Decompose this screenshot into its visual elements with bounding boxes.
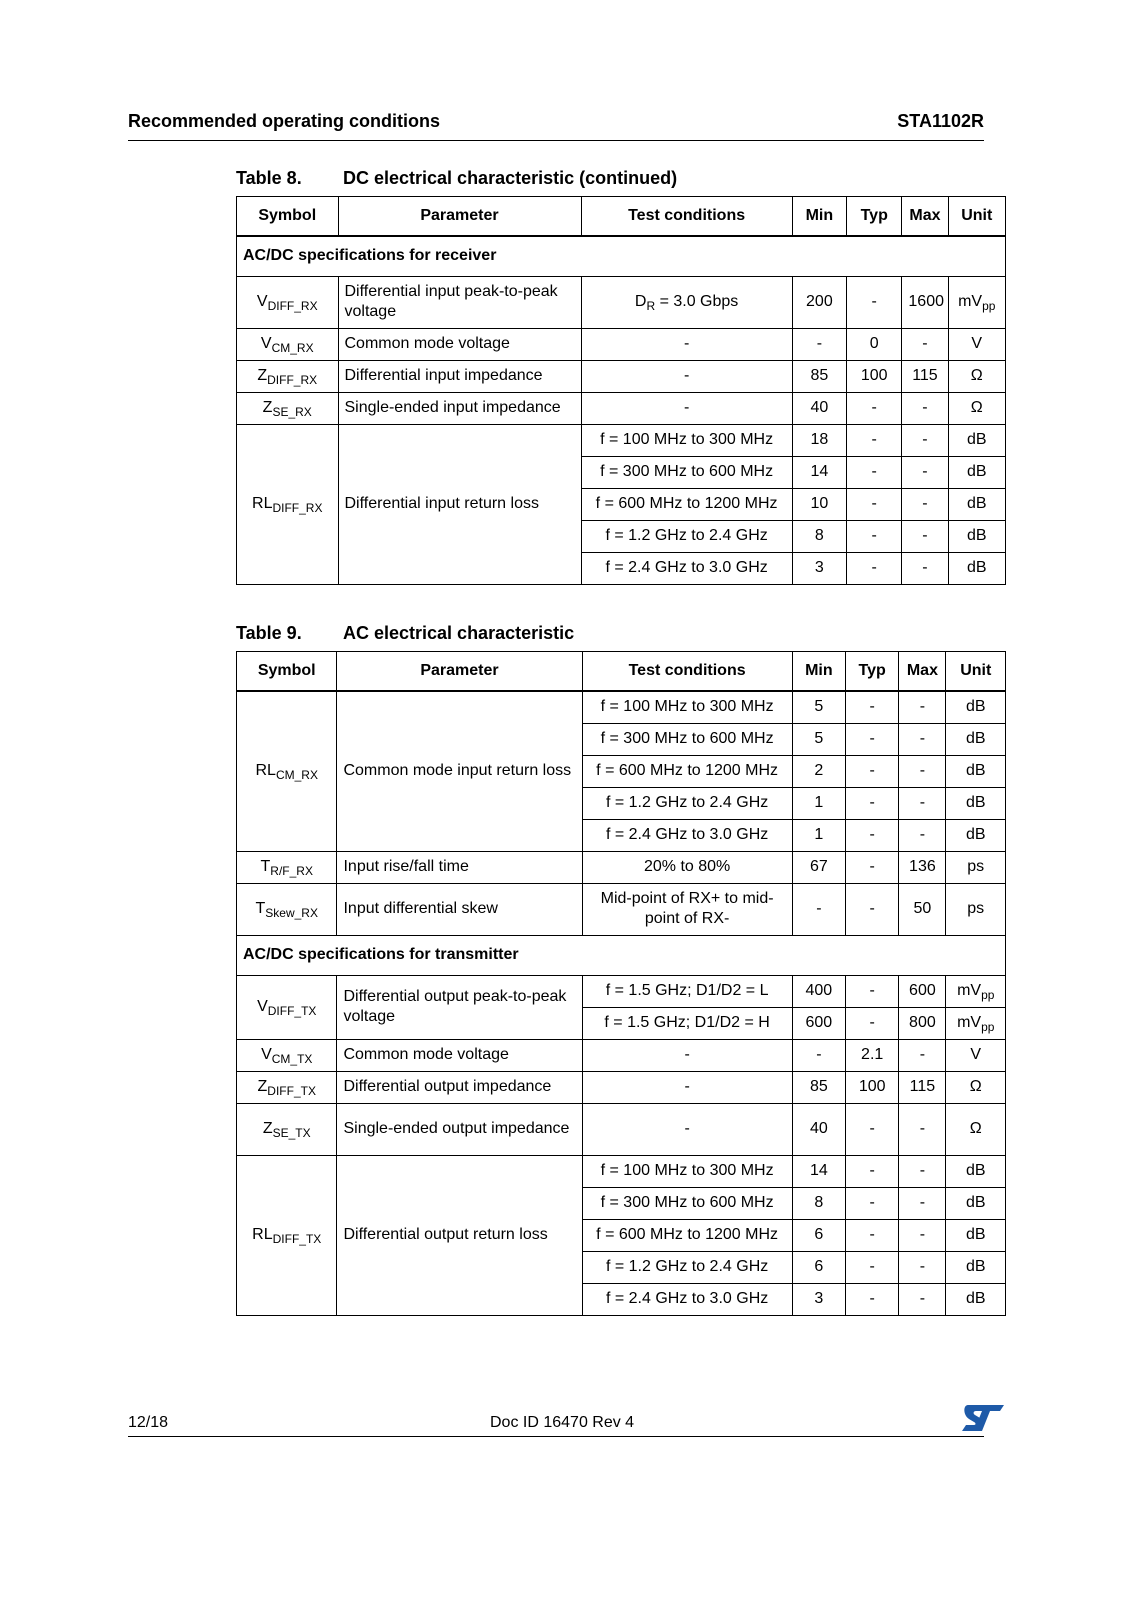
symbol-cell-main: V [261, 1046, 272, 1063]
column-header: Unit [946, 652, 1006, 692]
parameter-cell: Differential output return loss [337, 1155, 582, 1315]
parameter-cell: Common mode voltage [338, 328, 581, 360]
min-value: 40 [792, 1103, 845, 1155]
max-value: 800 [899, 1007, 946, 1039]
min-value: 10 [792, 488, 846, 520]
column-header: Parameter [337, 652, 582, 692]
column-header: Min [792, 197, 846, 237]
min-value: 600 [792, 1007, 845, 1039]
parameter-cell: Differential input peak-to-peak voltage [338, 276, 581, 328]
max-value: - [899, 819, 946, 851]
symbol-cell-sub: DIFF_TX [267, 1084, 316, 1098]
condition-cell: - [581, 360, 792, 392]
condition-cell: - [582, 1039, 792, 1071]
parameter-cell: Single-ended output impedance [337, 1103, 582, 1155]
symbol-cell-main: RL [255, 762, 276, 780]
max-value: - [899, 723, 946, 755]
parameter-cell: Single-ended input impedance [338, 392, 581, 424]
unit-value: dB [948, 520, 1005, 552]
parameter-cell: Differential input impedance [338, 360, 581, 392]
min-value: 5 [792, 723, 845, 755]
symbol-cell-sub: R/F_RX [270, 864, 313, 878]
min-value: 85 [792, 360, 846, 392]
min-value: 67 [792, 851, 845, 883]
unit-value: ps [946, 851, 1006, 883]
column-header: Test conditions [582, 652, 792, 692]
table-row [237, 691, 1006, 723]
condition-cell-rest: = 3.0 Gbps [655, 293, 739, 310]
unit-value: dB [946, 755, 1006, 787]
max-value: - [899, 1039, 946, 1071]
max-value: - [902, 552, 948, 584]
typ-value: - [847, 488, 902, 520]
unit-value: Ω [946, 1103, 1006, 1155]
unit-value [946, 975, 1006, 1007]
min-value: 6 [792, 1251, 845, 1283]
unit-value: dB [946, 1283, 1006, 1315]
symbol-cell-main: V [257, 998, 268, 1015]
table9-number: Table 9. [236, 623, 302, 643]
typ-value: - [846, 1251, 899, 1283]
unit-value-sub: pp [982, 299, 996, 313]
typ-value: - [847, 552, 902, 584]
section-label: AC/DC specifications for receiver [237, 236, 1006, 276]
unit-value: Ω [948, 392, 1005, 424]
condition-cell: f = 600 MHz to 1200 MHz [582, 1219, 792, 1251]
typ-value: - [847, 276, 902, 328]
unit-value-sub: pp [981, 1020, 995, 1034]
max-value: - [899, 755, 946, 787]
symbol-cell [237, 328, 339, 360]
unit-value: dB [948, 456, 1005, 488]
unit-value-main: mV [957, 1014, 982, 1031]
table8-title: DC electrical characteristic (continued) [343, 168, 678, 188]
min-value: 85 [792, 1071, 845, 1103]
typ-value: - [846, 819, 899, 851]
symbol-cell-sub: SE_TX [272, 1126, 311, 1140]
max-value: - [899, 1283, 946, 1315]
max-value: - [899, 691, 946, 723]
condition-cell: f = 1.2 GHz to 2.4 GHz [582, 787, 792, 819]
typ-value: 100 [846, 1071, 899, 1103]
typ-value: - [846, 1283, 899, 1315]
max-value: - [899, 1187, 946, 1219]
typ-value: - [847, 456, 902, 488]
typ-value: - [846, 1155, 899, 1187]
condition-cell [581, 276, 792, 328]
min-value: - [792, 1039, 845, 1071]
symbol-cell-main: Z [262, 1120, 273, 1137]
symbol-cell-main: RL [252, 1226, 273, 1243]
min-value: 40 [792, 392, 846, 424]
typ-value: - [847, 424, 902, 456]
symbol-cell-sub: CM_TX [271, 1052, 313, 1066]
min-value: 14 [792, 456, 846, 488]
max-value: 136 [899, 851, 946, 883]
typ-value: - [846, 787, 899, 819]
typ-value: - [847, 520, 902, 552]
symbol-cell-sub: Skew_RX [265, 906, 318, 920]
condition-cell: f = 100 MHz to 300 MHz [581, 424, 792, 456]
min-value: 2 [792, 755, 845, 787]
table-row [237, 276, 1006, 328]
min-value: 8 [792, 520, 846, 552]
unit-value: Ω [946, 1071, 1006, 1103]
column-header: Max [899, 652, 946, 692]
table8-caption [236, 168, 677, 189]
symbol-cell [237, 1071, 337, 1103]
condition-cell: 20% to 80% [582, 851, 792, 883]
min-value: 14 [792, 1155, 845, 1187]
max-value: - [902, 392, 948, 424]
max-value: - [899, 1251, 946, 1283]
condition-cell: f = 2.4 GHz to 3.0 GHz [582, 819, 792, 851]
min-value: - [792, 883, 845, 935]
symbol-cell [237, 975, 337, 1039]
min-value: 400 [792, 975, 845, 1007]
condition-cell: f = 600 MHz to 1200 MHz [581, 488, 792, 520]
table-row [237, 1155, 1006, 1187]
table-row [237, 975, 1006, 1007]
symbol-cell [237, 1103, 337, 1155]
typ-value: - [846, 1007, 899, 1039]
typ-value: - [846, 883, 899, 935]
symbol-cell-sub: DIFF_RX [267, 373, 318, 387]
typ-value: - [846, 975, 899, 1007]
table8-number: Table 8. [236, 168, 302, 188]
table9-title: AC electrical characteristic [343, 623, 575, 643]
typ-value: 100 [847, 360, 902, 392]
symbol-cell [237, 392, 339, 424]
max-value: - [902, 456, 948, 488]
min-value: 1 [792, 787, 845, 819]
typ-value: - [846, 851, 899, 883]
symbol-cell-main: V [260, 335, 272, 352]
symbol-cell-main: Z [257, 367, 268, 384]
symbol-cell [237, 691, 337, 851]
unit-value: dB [948, 488, 1005, 520]
symbol-cell-main: Z [262, 399, 273, 416]
section-row [237, 935, 1006, 975]
max-value: 115 [899, 1071, 946, 1103]
typ-value: - [846, 723, 899, 755]
symbol-cell-main: RL [252, 495, 273, 512]
symbol-cell [237, 360, 339, 392]
min-value: 1 [792, 819, 845, 851]
condition-cell: - [582, 1103, 792, 1155]
unit-value: dB [948, 424, 1005, 456]
column-header: Typ [846, 652, 899, 692]
typ-value: - [846, 1103, 899, 1155]
section-row [237, 236, 1006, 276]
table9 [236, 651, 1006, 1316]
condition-cell: f = 1.2 GHz to 2.4 GHz [581, 520, 792, 552]
unit-value: dB [946, 1219, 1006, 1251]
table-row [237, 1039, 1006, 1071]
max-value: - [902, 328, 948, 360]
unit-value: dB [946, 691, 1006, 723]
condition-cell-main: D [634, 293, 647, 310]
parameter-cell: Input rise/fall time [337, 851, 582, 883]
symbol-cell-main: Z [257, 1078, 268, 1095]
condition-cell: f = 600 MHz to 1200 MHz [582, 755, 792, 787]
parameter-cell: Differential input return loss [338, 424, 581, 584]
unit-value: V [948, 328, 1005, 360]
condition-cell: f = 1.5 GHz; D1/D2 = L [582, 975, 792, 1007]
condition-cell: - [581, 392, 792, 424]
column-header: Unit [948, 197, 1005, 237]
min-value: 3 [792, 552, 846, 584]
unit-value: dB [948, 552, 1005, 584]
min-value: 3 [792, 1283, 845, 1315]
typ-value: 2.1 [846, 1039, 899, 1071]
symbol-cell-sub: CM_RX [271, 341, 314, 355]
unit-value: dB [946, 819, 1006, 851]
max-value: - [902, 488, 948, 520]
max-value: 600 [899, 975, 946, 1007]
header-rule [128, 140, 984, 141]
symbol-cell-main: V [256, 293, 268, 310]
unit-value: ps [946, 883, 1006, 935]
footer-doc-id: Doc ID 16470 Rev 4 [490, 1414, 635, 1431]
condition-cell: f = 2.4 GHz to 3.0 GHz [581, 552, 792, 584]
max-value: - [899, 1103, 946, 1155]
unit-value: dB [946, 787, 1006, 819]
symbol-cell-sub: SE_RX [272, 405, 312, 419]
unit-value-main: mV [958, 293, 983, 310]
table8 [236, 196, 1006, 585]
parameter-cell: Differential output peak-to-peak voltage [337, 975, 582, 1039]
typ-value: - [846, 1219, 899, 1251]
condition-cell: f = 100 MHz to 300 MHz [582, 1155, 792, 1187]
typ-value: - [846, 691, 899, 723]
condition-cell: - [582, 1071, 792, 1103]
min-value: 8 [792, 1187, 845, 1219]
min-value: 18 [792, 424, 846, 456]
parameter-cell: Differential output impedance [337, 1071, 582, 1103]
condition-cell: - [581, 328, 792, 360]
section-label: AC/DC specifications for transmitter [237, 935, 1006, 975]
unit-value-main: mV [957, 982, 982, 999]
condition-cell: f = 2.4 GHz to 3.0 GHz [582, 1283, 792, 1315]
condition-cell: f = 300 MHz to 600 MHz [581, 456, 792, 488]
max-value: - [902, 424, 948, 456]
column-header: Symbol [237, 197, 339, 237]
condition-cell: f = 300 MHz to 600 MHz [582, 723, 792, 755]
symbol-cell-main: T [260, 858, 271, 875]
st-logo-icon [960, 1403, 1006, 1433]
column-header: Min [792, 652, 845, 692]
unit-value: dB [946, 1187, 1006, 1219]
table-row [237, 883, 1006, 935]
typ-value: - [846, 1187, 899, 1219]
footer-rule [128, 1436, 984, 1437]
header-part-number: STA1102R [897, 111, 984, 131]
unit-value: dB [946, 1155, 1006, 1187]
parameter-cell: Common mode voltage [337, 1039, 582, 1071]
table9-caption [236, 623, 574, 644]
condition-cell: f = 300 MHz to 600 MHz [582, 1187, 792, 1219]
condition-cell: Mid-point of RX+ to mid-point of RX- [582, 883, 792, 935]
parameter-cell: Common mode input return loss [337, 691, 582, 851]
symbol-cell-sub: DIFF_RX [267, 299, 318, 313]
condition-cell: f = 1.2 GHz to 2.4 GHz [582, 1251, 792, 1283]
header-section-title: Recommended operating conditions [128, 111, 441, 131]
footer-page-number: 12/18 [128, 1414, 169, 1431]
min-value: - [792, 328, 846, 360]
symbol-cell [237, 883, 337, 935]
max-value: 50 [899, 883, 946, 935]
symbol-cell [237, 276, 339, 328]
condition-cell-sub: R [646, 299, 656, 313]
condition-cell: f = 1.5 GHz; D1/D2 = H [582, 1007, 792, 1039]
max-value: - [899, 1219, 946, 1251]
max-value: - [902, 520, 948, 552]
min-value: 6 [792, 1219, 845, 1251]
symbol-cell-main: T [255, 900, 266, 917]
table-header-row [237, 652, 1006, 692]
unit-value: dB [946, 1251, 1006, 1283]
unit-value [946, 1007, 1006, 1039]
table-row [237, 392, 1006, 424]
max-value: 115 [902, 360, 948, 392]
min-value: 200 [792, 276, 846, 328]
unit-value: Ω [948, 360, 1005, 392]
typ-value: 0 [847, 328, 902, 360]
symbol-cell [237, 851, 337, 883]
symbol-cell-sub: DIFF_TX [267, 1004, 317, 1018]
typ-value: - [847, 392, 902, 424]
symbol-cell-sub: DIFF_RX [272, 501, 323, 515]
max-value: - [899, 787, 946, 819]
condition-cell: f = 100 MHz to 300 MHz [582, 691, 792, 723]
table-header-row [237, 197, 1006, 237]
column-header: Max [902, 197, 948, 237]
table-row [237, 851, 1006, 883]
symbol-cell-sub: DIFF_TX [272, 1232, 322, 1246]
table-row [237, 1071, 1006, 1103]
symbol-cell [237, 1039, 337, 1071]
unit-value: dB [946, 723, 1006, 755]
symbol-cell [237, 1155, 337, 1315]
unit-value: V [946, 1039, 1006, 1071]
column-header: Typ [847, 197, 902, 237]
table-row [237, 328, 1006, 360]
table-row [237, 424, 1006, 456]
symbol-cell [237, 424, 339, 584]
max-value: - [899, 1155, 946, 1187]
table-row [237, 1103, 1006, 1155]
symbol-cell-sub: CM_RX [275, 768, 318, 783]
min-value: 5 [792, 691, 845, 723]
max-value: 1600 [902, 276, 948, 328]
column-header: Test conditions [581, 197, 792, 237]
parameter-cell: Input differential skew [337, 883, 582, 935]
table-row [237, 360, 1006, 392]
unit-value-sub: pp [981, 988, 995, 1002]
column-header: Parameter [338, 197, 581, 237]
typ-value: - [846, 755, 899, 787]
column-header: Symbol [237, 652, 337, 692]
unit-value [948, 276, 1005, 328]
